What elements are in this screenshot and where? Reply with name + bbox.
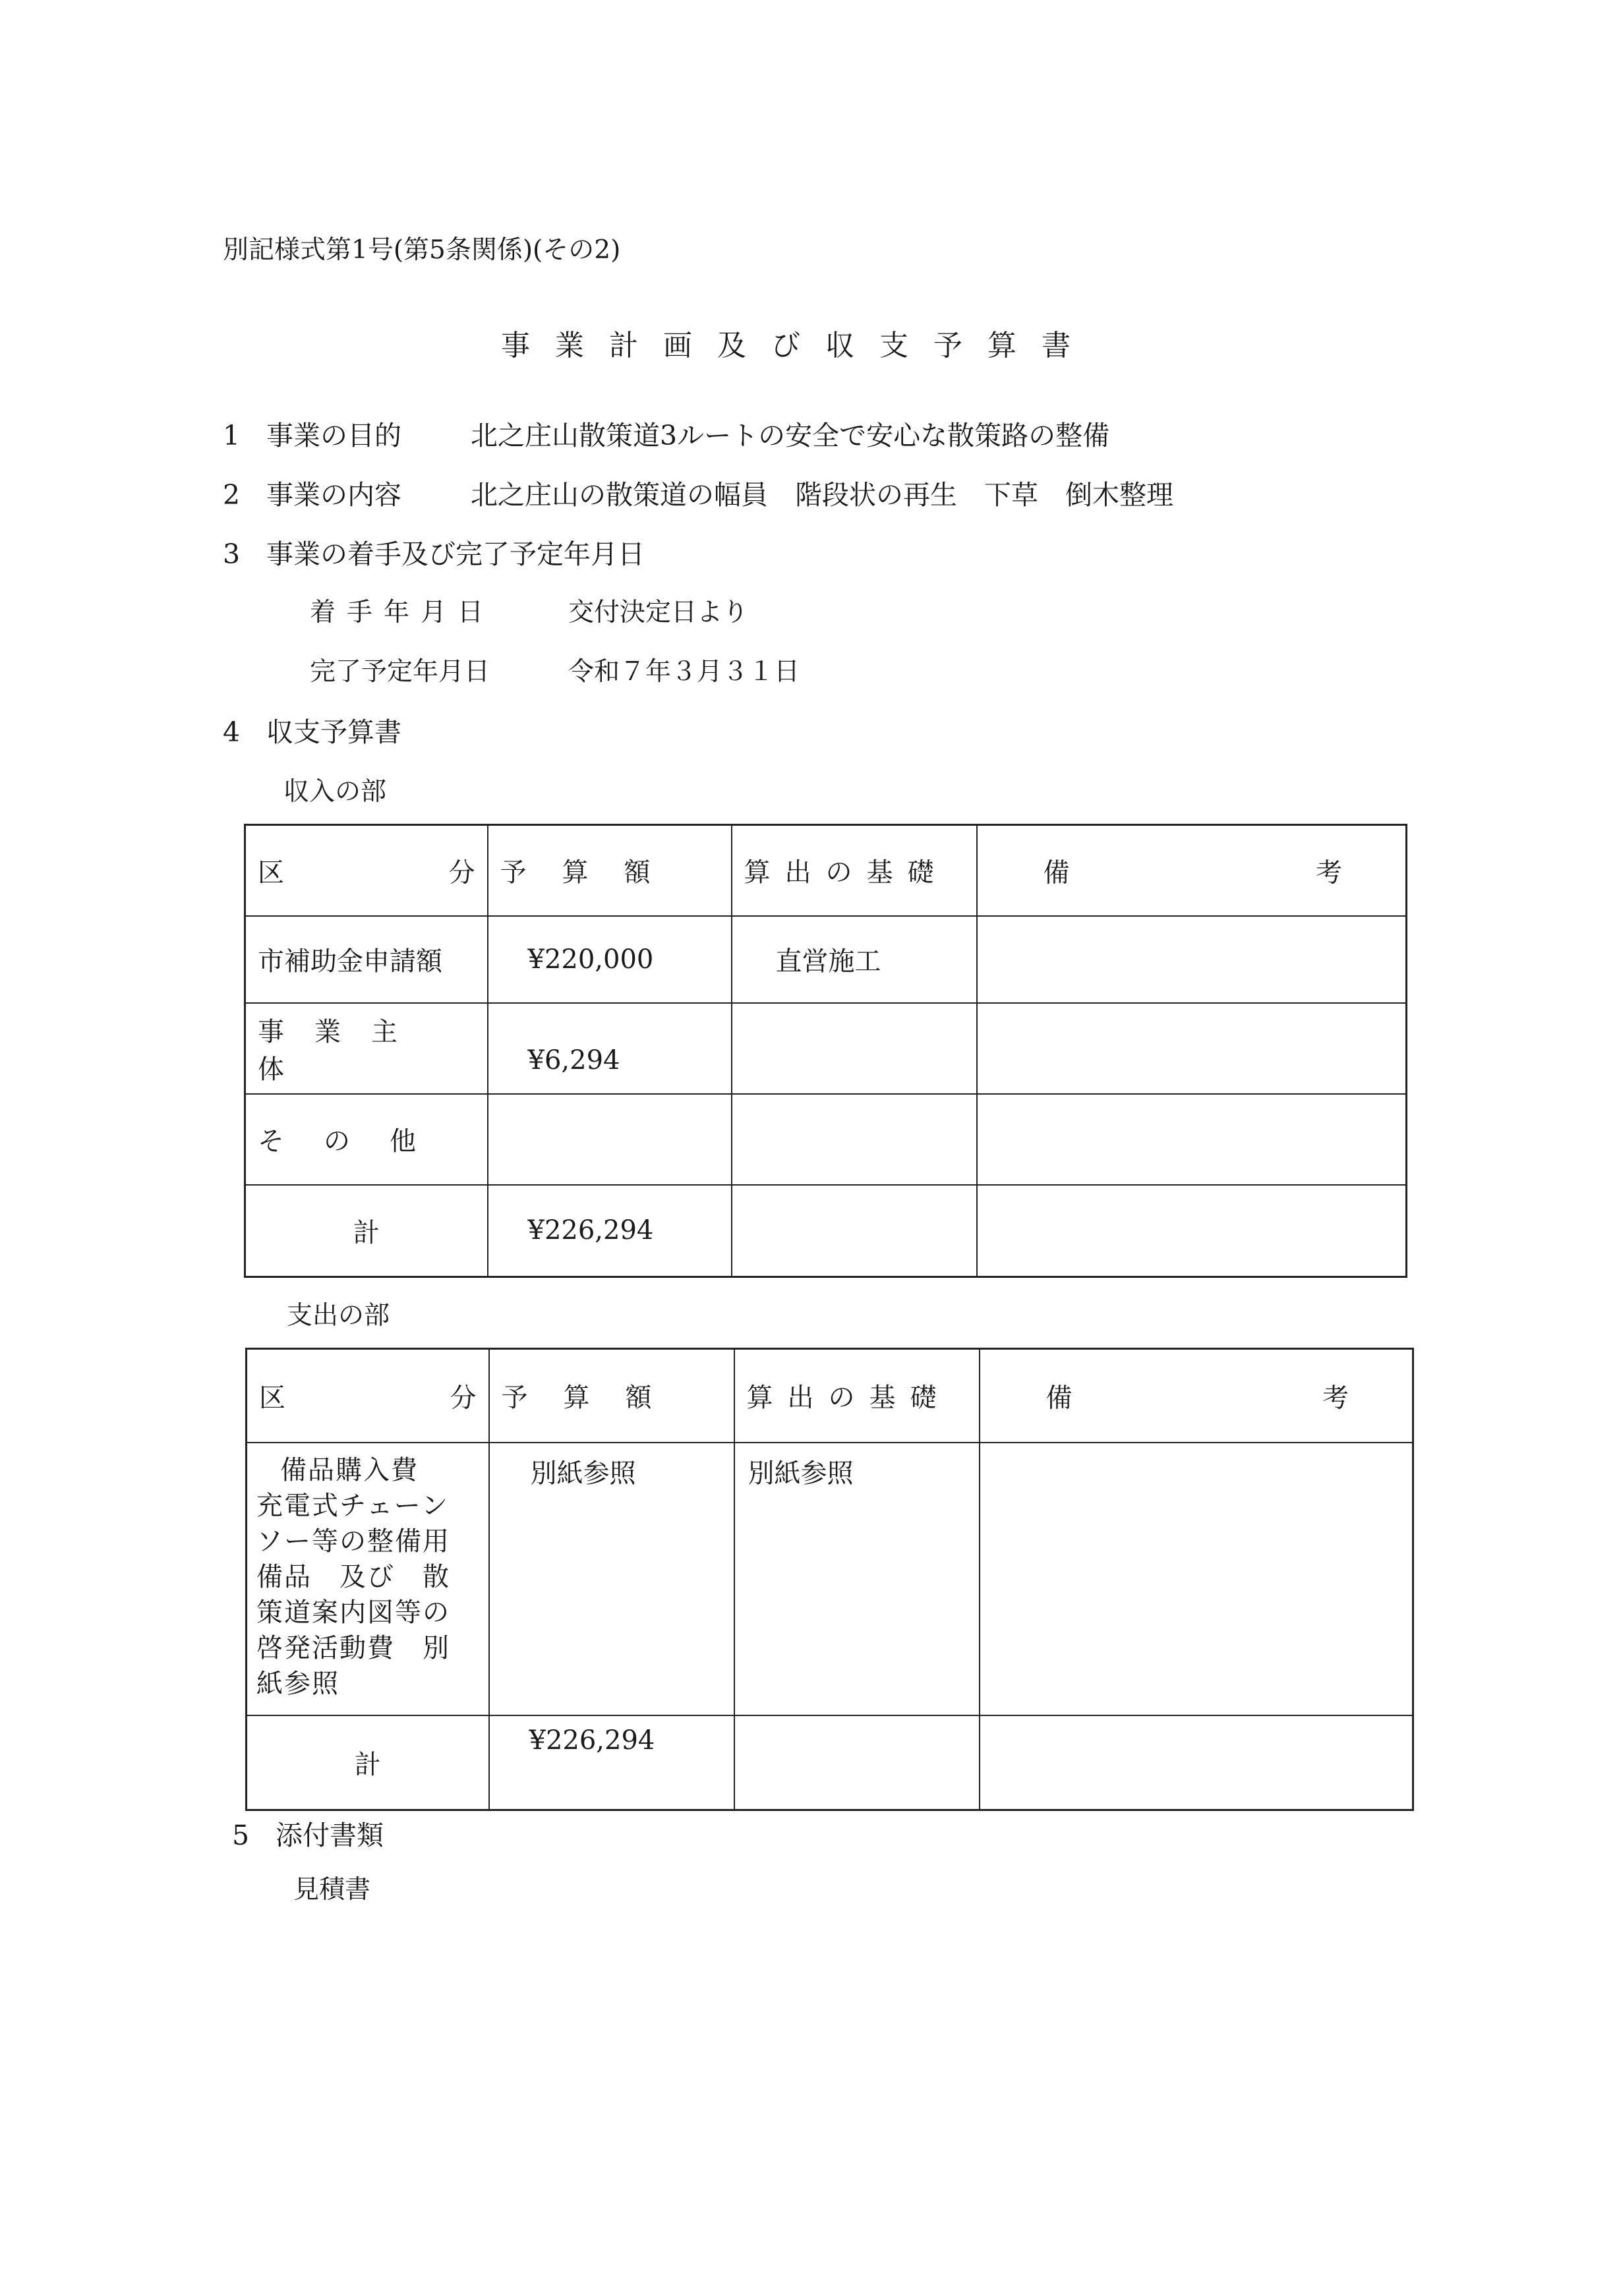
item-label: 事業の着手及び完了予定年月日 bbox=[266, 538, 645, 570]
item-budget bbox=[223, 710, 401, 749]
row-note bbox=[977, 1185, 1407, 1277]
header-kubun: 区 分 bbox=[247, 1349, 489, 1443]
item-label: 添付書類 bbox=[276, 1820, 384, 1851]
row-kubun: 計 bbox=[245, 1185, 488, 1277]
income-table bbox=[244, 824, 1407, 1278]
row-note bbox=[980, 1443, 1413, 1715]
table-row bbox=[247, 1443, 1413, 1715]
row-note bbox=[980, 1715, 1413, 1810]
row-kubun: 市補助金申請額 bbox=[245, 916, 488, 1003]
row-amount: ¥226,294 bbox=[489, 1715, 734, 1810]
table-row bbox=[245, 916, 1407, 1003]
row-note bbox=[977, 916, 1407, 1003]
row-amount bbox=[488, 1094, 732, 1185]
row-basis bbox=[734, 1715, 980, 1810]
attachment-item: 見積書 bbox=[293, 1875, 371, 1905]
header-biko: 備 考 bbox=[980, 1349, 1413, 1443]
document-title: 事業計画及び収支予算書 bbox=[501, 329, 1096, 362]
row-amount: ¥6,294 bbox=[488, 1003, 732, 1094]
header-kubun: 区 分 bbox=[245, 825, 488, 916]
item-content bbox=[223, 473, 1173, 512]
table-row bbox=[245, 1003, 1407, 1094]
table-total-row bbox=[247, 1715, 1413, 1810]
item-attachments bbox=[232, 1814, 384, 1852]
row-amount: ¥220,000 bbox=[488, 916, 732, 1003]
row-basis bbox=[732, 1094, 977, 1185]
income-section-label: 収入の部 bbox=[283, 777, 387, 807]
item-number: 1 bbox=[223, 420, 241, 451]
table-header-row bbox=[247, 1349, 1413, 1443]
row-amount: ¥226,294 bbox=[488, 1185, 732, 1277]
schedule-start-label: 着手年月日 bbox=[310, 598, 495, 627]
item-label: 収支予算書 bbox=[266, 716, 401, 748]
item-label: 事業の内容 bbox=[266, 479, 401, 511]
item-number: 2 bbox=[223, 479, 241, 511]
header-kiso: 算出の基礎 bbox=[734, 1349, 980, 1443]
schedule-end-label: 完了予定年月日 bbox=[310, 657, 490, 687]
schedule-start bbox=[310, 592, 748, 629]
item-number: 5 bbox=[232, 1820, 250, 1851]
schedule-end bbox=[310, 651, 800, 688]
row-basis: 直営施工 bbox=[732, 916, 977, 1003]
row-kubun: 事業主体 bbox=[245, 1003, 488, 1094]
row-note bbox=[977, 1003, 1407, 1094]
item-label: 事業の目的 bbox=[266, 420, 401, 451]
row-amount: 別紙参照 bbox=[489, 1443, 734, 1715]
table-row bbox=[245, 1094, 1407, 1185]
schedule-start-value: 交付決定日より bbox=[568, 598, 749, 627]
item-number: 3 bbox=[223, 538, 241, 570]
row-basis bbox=[732, 1003, 977, 1094]
row-basis bbox=[732, 1185, 977, 1277]
expense-section-label: 支出の部 bbox=[287, 1301, 390, 1331]
table-total-row bbox=[245, 1185, 1407, 1277]
row-note bbox=[977, 1094, 1407, 1185]
expense-table bbox=[245, 1348, 1414, 1811]
header-yosan: 予算額 bbox=[489, 1349, 734, 1443]
item-purpose bbox=[223, 414, 1109, 453]
item-number: 4 bbox=[223, 716, 241, 748]
item-value: 北之庄山散策道3ルートの安全で安心な散策路の整備 bbox=[471, 420, 1110, 451]
header-biko: 備 考 bbox=[977, 825, 1407, 916]
item-value: 北之庄山の散策道の幅員 階段状の再生 下草 倒木整理 bbox=[471, 479, 1173, 511]
form-label: 別記様式第1号(第5条関係)(その2) bbox=[223, 235, 621, 265]
row-basis: 別紙参照 bbox=[734, 1443, 980, 1715]
row-kubun: 計 bbox=[247, 1715, 489, 1810]
header-yosan: 予算額 bbox=[488, 825, 732, 916]
row-kubun: その他 bbox=[245, 1094, 488, 1185]
table-header-row bbox=[245, 825, 1407, 916]
header-kiso: 算出の基礎 bbox=[732, 825, 977, 916]
item-schedule bbox=[223, 532, 645, 571]
row-kubun: 備品購入費 充電式チェーン ソー等の整備用 備品 及び 散 策道案内図等の 啓発活動費 別 紙参照 bbox=[247, 1443, 489, 1715]
schedule-end-value: 令和７年３月３１日 bbox=[568, 657, 800, 687]
